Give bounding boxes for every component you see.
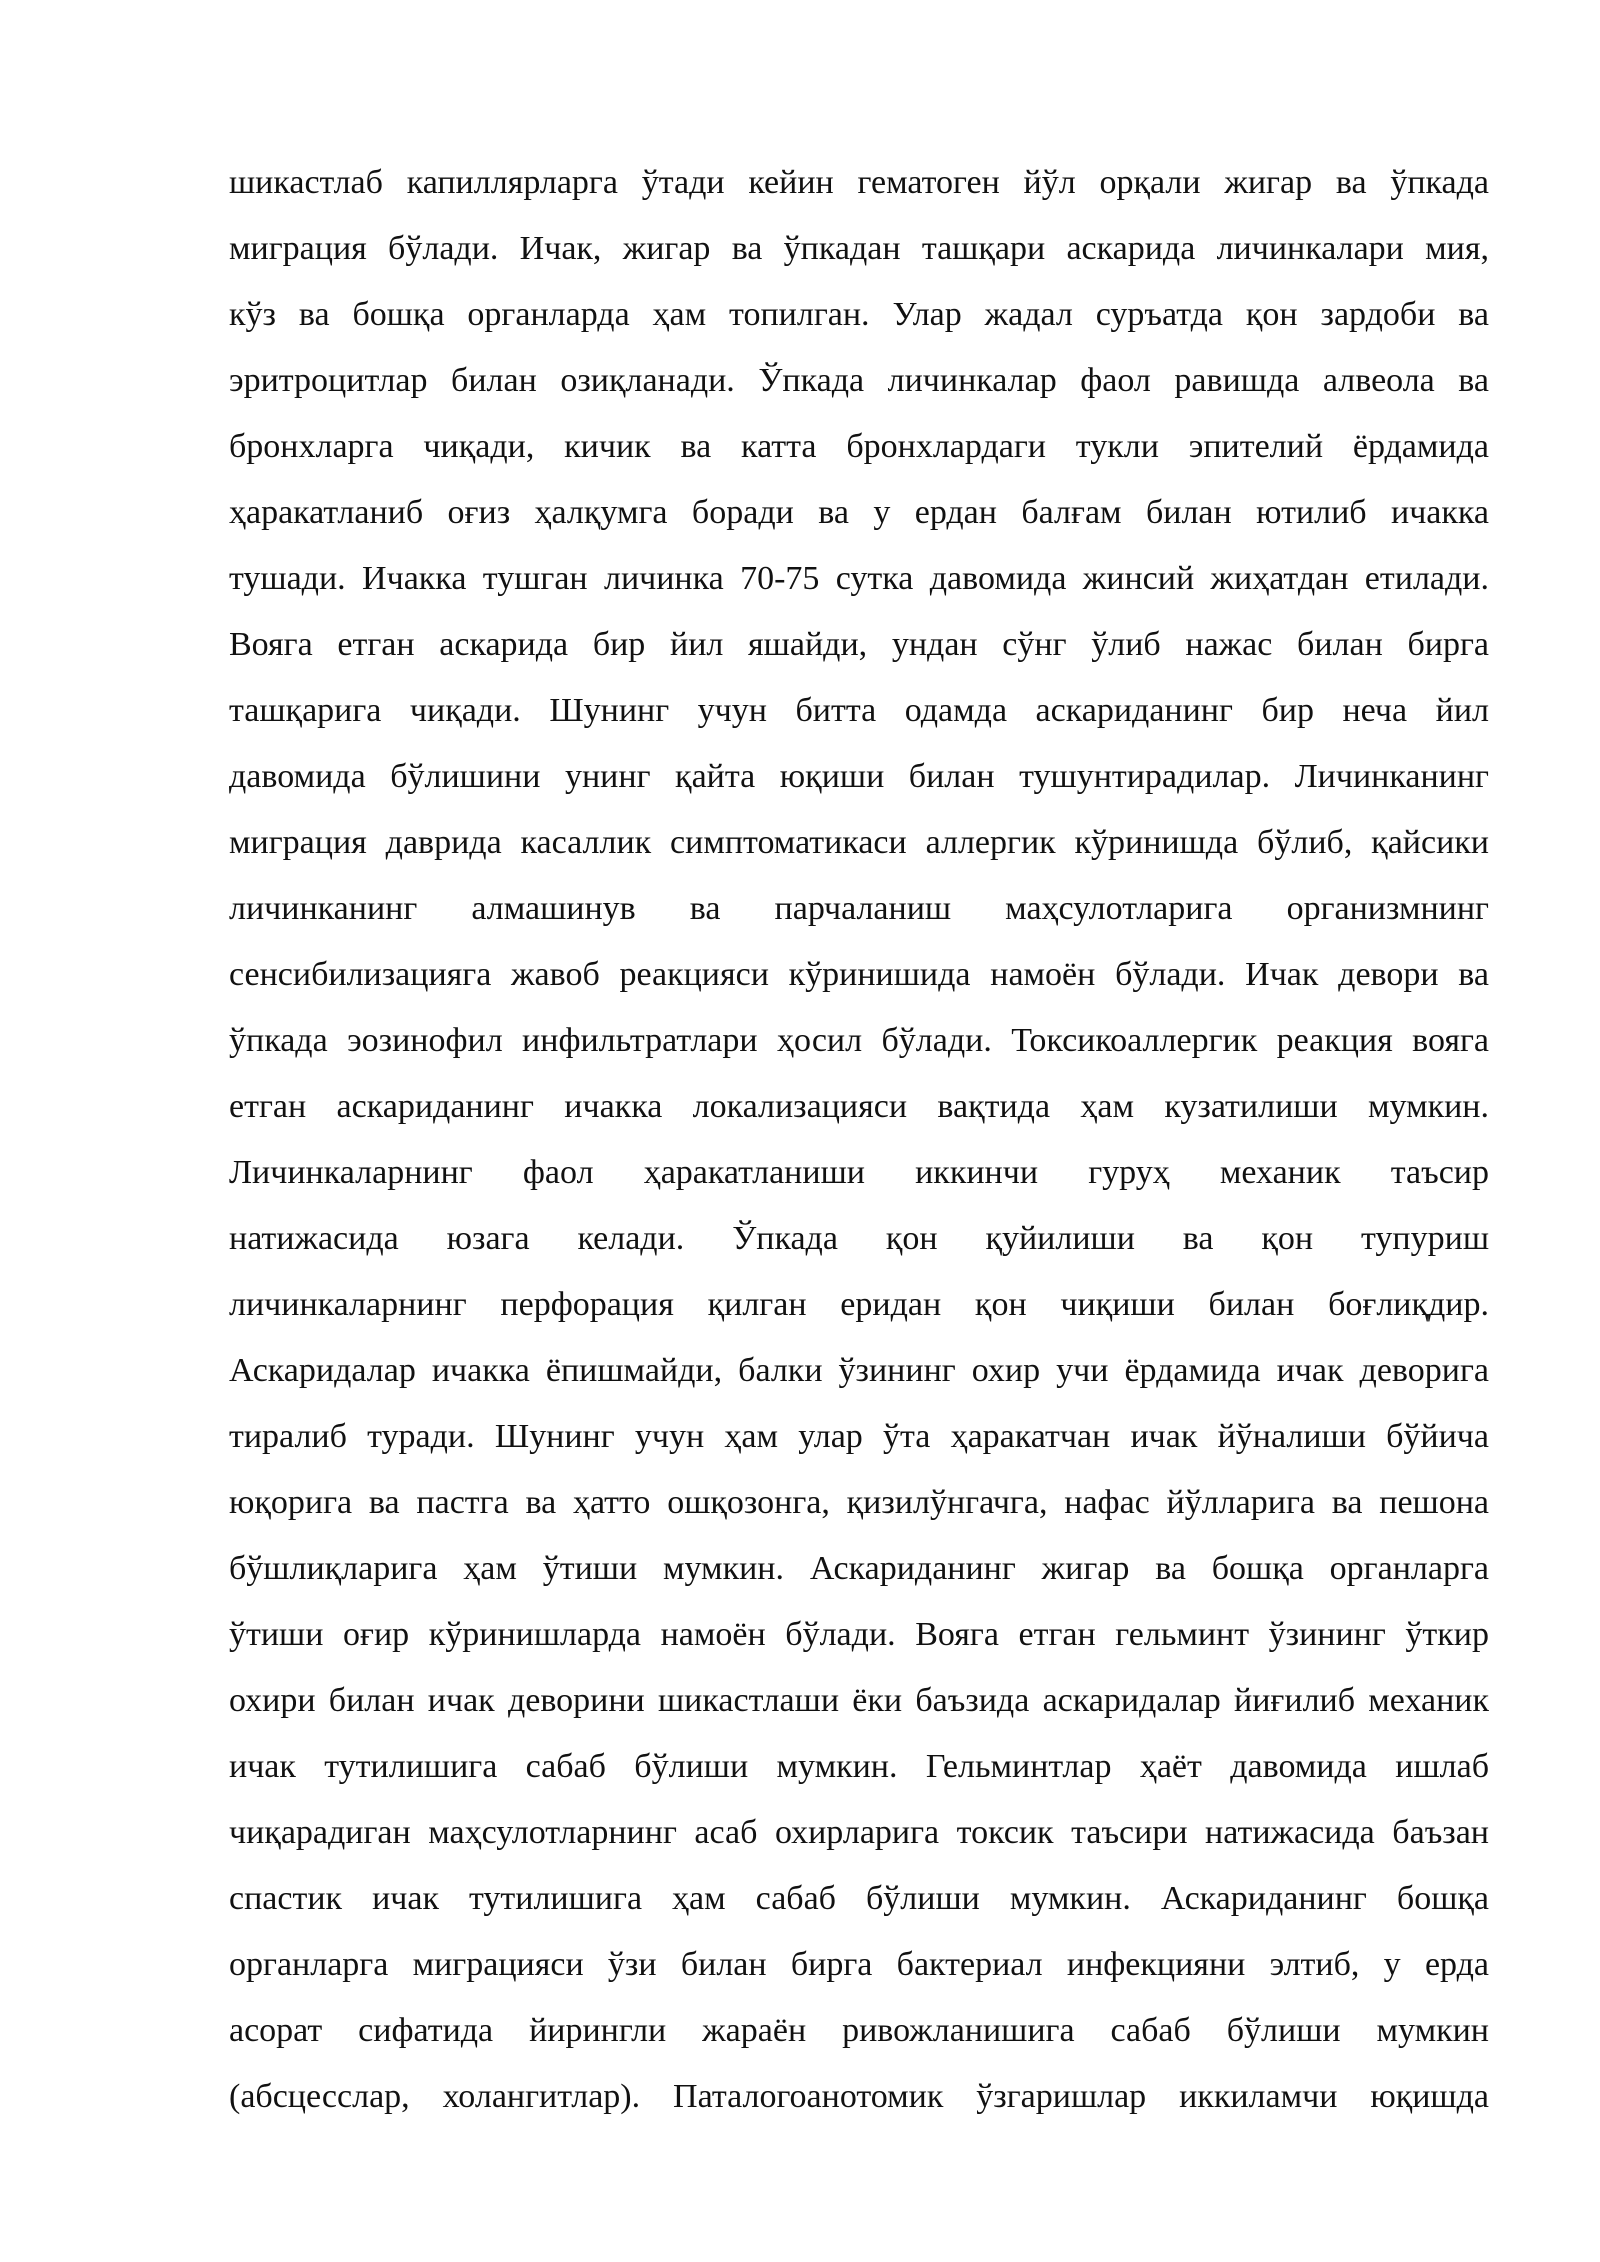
text-line: асорат сифатида йирингли жараён ривожланишига сабаб бўлиши мумкин	[229, 2012, 1489, 2049]
text-line: ҳаракатланиб оғиз ҳалқумга боради ва у ердан балғам билан ютилиб ичакка	[229, 494, 1489, 531]
text-line: органларга миграцияси ўзи билан бирга бактериал инфекцияни элтиб, у ерда	[229, 1946, 1489, 1983]
text-line: миграция даврида касаллик симптоматикаси аллергик кўринишда бўлиб, қайсики	[229, 824, 1489, 861]
text-line: ўтиши оғир кўринишларда намоён бўлади. Вояга етган гельминт ўзининг ўткир	[229, 1616, 1489, 1653]
text-line: сенсибилизацияга жавоб реакцияси кўринишида намоён бўлади. Ичак девори ва	[229, 956, 1489, 993]
text-line: чиқарадиган маҳсулотларнинг асаб охирларига токсик таъсири натижасида баъзан	[229, 1814, 1489, 1851]
text-line: личинкаларнинг перфорация қилган еридан қон чиқиши билан боғлиқдир.	[229, 1286, 1489, 1323]
text-line: миграция бўлади. Ичак, жигар ва ўпкадан ташқари аскарида личинкалари мия,	[229, 230, 1489, 267]
text-line: ташқарига чиқади. Шунинг учун битта одамда аскариданинг бир неча йил	[229, 692, 1489, 729]
text-line: кўз ва бошқа органларда ҳам топилган. Улар жадал суръатда қон зардоби ва	[229, 296, 1489, 333]
text-line: шикастлаб капиллярларга ўтади кейин гематоген йўл орқали жигар ва ўпкада	[229, 164, 1489, 201]
text-line: тиралиб туради. Шунинг учун ҳам улар ўта ҳаракатчан ичак йўналиши бўйича	[229, 1418, 1489, 1455]
text-line: юқорига ва пастга ва ҳатто ошқозонга, қизилўнгачга, нафас йўлларига ва пешона	[229, 1484, 1489, 1521]
text-line: ичак тутилишига сабаб бўлиши мумкин. Гельминтлар ҳаёт давомида ишлаб	[229, 1748, 1489, 1785]
text-line: Вояга етган аскарида бир йил яшайди, ундан сўнг ўлиб нажас билан бирга	[229, 626, 1489, 663]
text-line: охири билан ичак деворини шикастлаши ёки баъзида аскаридалар йиғилиб механик	[229, 1682, 1489, 1719]
text-line: эритроцитлар билан озиқланади. Ўпкада личинкалар фаол равишда алвеола ва	[229, 362, 1489, 399]
text-line: бронхларга чиқади, кичик ва катта бронхлардаги тукли эпителий ёрдамида	[229, 428, 1489, 465]
text-line: спастик ичак тутилишига ҳам сабаб бўлиши мумкин. Аскариданинг бошқа	[229, 1880, 1489, 1917]
text-line: давомида бўлишини унинг қайта юқиши билан тушунтирадилар. Личинканинг	[229, 758, 1489, 795]
body-text	[229, 150, 1489, 2130]
text-line: натижасида юзага келади. Ўпкада қон қуйилиши ва қон тупуриш	[229, 1220, 1489, 1257]
text-line: (абсцесслар, холангитлар). Паталогоанотомик ўзгаришлар иккиламчи юқишда	[229, 2078, 1489, 2115]
text-line: ўпкада эозинофил инфильтратлари ҳосил бўлади. Токсикоаллергик реакция вояга	[229, 1022, 1489, 1059]
text-line: бўшлиқларига ҳам ўтиши мумкин. Аскариданинг жигар ва бошқа органларга	[229, 1550, 1489, 1587]
text-line: Аскаридалар ичакка ёпишмайди, балки ўзининг охир учи ёрдамида ичак деворига	[229, 1352, 1489, 1389]
text-line: тушади. Ичакка тушган личинка 70-75 сутка давомида жинсий жиҳатдан етилади.	[229, 560, 1489, 597]
text-line: личинканинг алмашинув ва парчаланиш маҳсулотларига организмнинг	[229, 890, 1489, 927]
text-line: Личинкаларнинг фаол ҳаракатланиши иккинчи гуруҳ механик таъсир	[229, 1154, 1489, 1191]
text-line: етган аскариданинг ичакка локализацияси вақтида ҳам кузатилиши мумкин.	[229, 1088, 1489, 1125]
